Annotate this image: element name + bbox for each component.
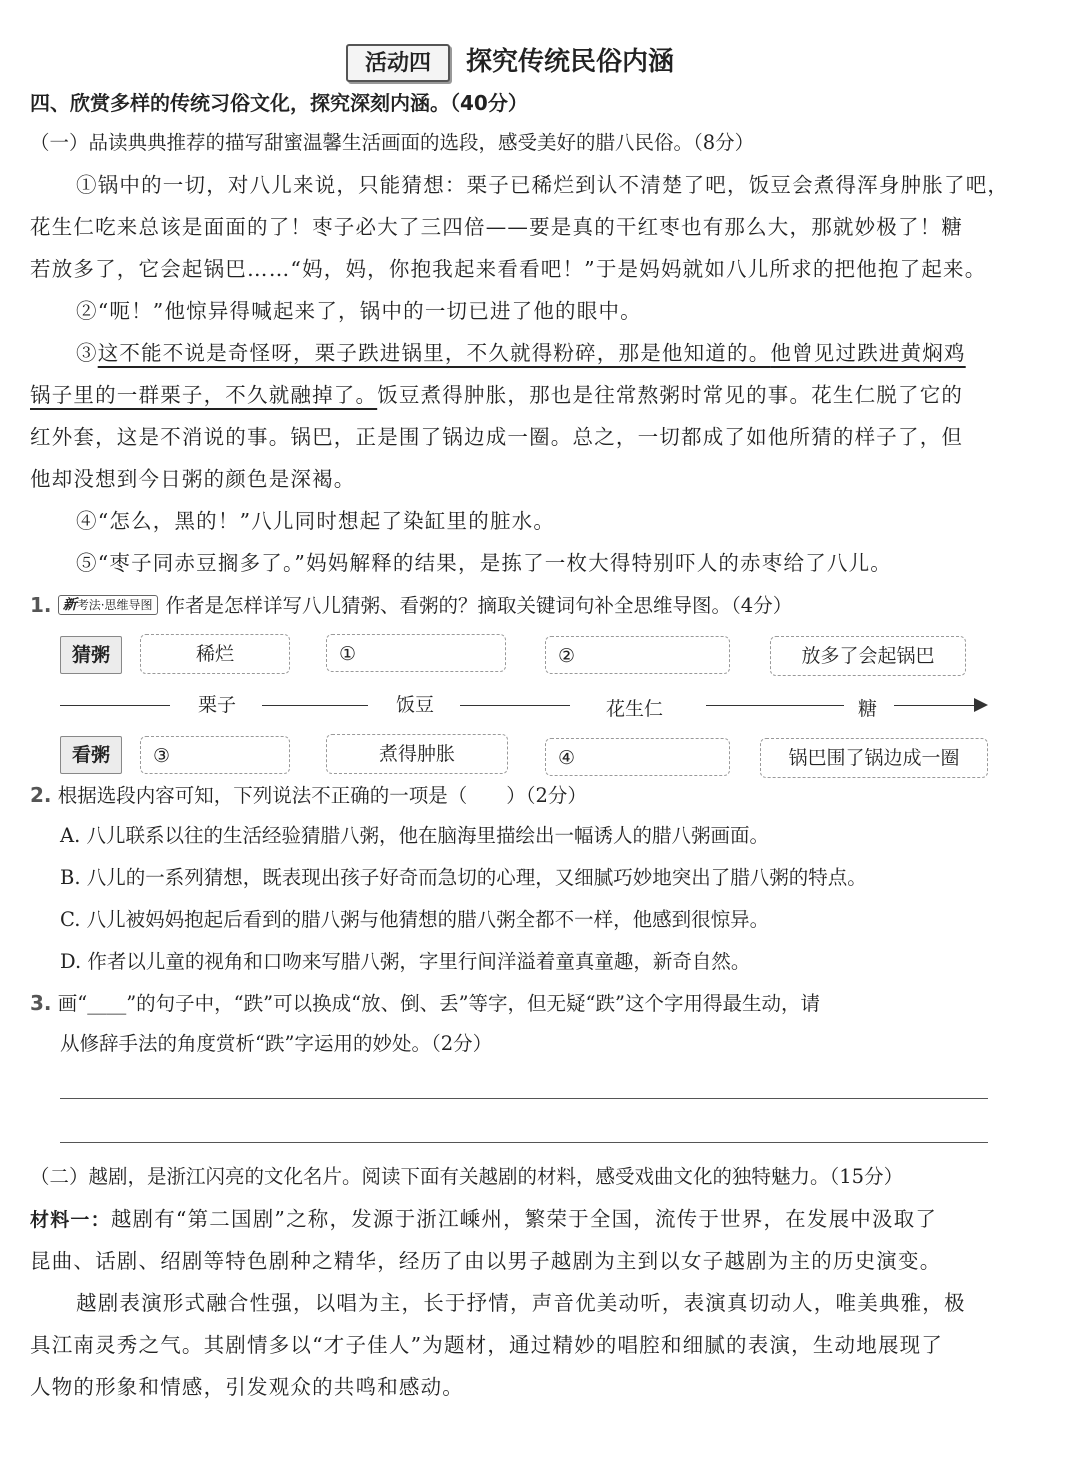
passage-p3-line3: 红外套，这是不消说的事。锅巴，正是围了锅边成一圈。总之，一切都成了如他所猜的样子了，但	[30, 425, 964, 449]
axis-segment	[60, 705, 170, 706]
passage-p2: ②“呃！”他惊异得喊起来了，锅中的一切已进了他的眼中。	[76, 299, 642, 323]
badge-text: 考法·思维导图	[76, 598, 153, 612]
option-d[interactable]: D. 作者以儿童的视角和口吻来写腊八粥，字里行间洋溢着童真童趣，新奇自然。	[60, 950, 751, 973]
material-1-text: 越剧有“第二国剧”之称，发源于浙江嵊州，繁荣于全国，流传于世界，在发展中汲取了	[110, 1207, 938, 1231]
passage-p3-line2-rest: 饭豆煮得肿胀，那也是往常熬粥时常见的事。花生仁脱了它的	[377, 383, 964, 407]
see-box-crust: 锅巴围了锅边成一圈	[760, 738, 988, 778]
passage-p4: ④“怎么，黑的！”八儿同时想起了染缸里的脏水。	[76, 509, 556, 533]
axis-segment	[894, 705, 976, 706]
see-box-beans: 煮得肿胀	[326, 734, 508, 774]
axis-label-peanut: 花生仁	[606, 698, 664, 720]
question-3-number: 3.	[30, 991, 52, 1015]
see-box-blank-3[interactable]: ③	[140, 736, 290, 774]
underlined-sentence-a: 这不能不说是奇怪呀，栗子跌进锅里，不久就得粉碎，那是他知道的。	[97, 341, 771, 365]
see-porridge-label: 看粥	[60, 736, 122, 774]
answer-line[interactable]	[60, 1098, 988, 1099]
question-3	[30, 988, 820, 1019]
part-two-heading: （二）越剧，是浙江闪亮的文化名片。阅读下面有关越剧的材料，感受戏曲文化的独特魅力。（15分）	[30, 1165, 904, 1188]
material-1-label: 材料一：	[30, 1209, 111, 1231]
question-2-text: 根据选段内容可知，下列说法不正确的一项是（ ）（2分）	[57, 784, 587, 807]
see-box-blank-4[interactable]: ④	[545, 738, 730, 776]
passage-p1-line1: ①锅中的一切，对八儿来说，只能猜想：栗子已稀烂到认不清楚了吧，饭豆会煮得浑身肿胀了吧，	[76, 173, 1010, 197]
option-a[interactable]: A. 八儿联系以往的生活经验猜腊八粥，他在脑海里描绘出一幅诱人的腊八粥画面。	[60, 824, 769, 847]
badge-new: 新	[62, 597, 77, 613]
passage-p3-line2	[30, 380, 963, 410]
guess-box-sugar: 放多了会起锅巴	[770, 636, 966, 676]
axis-segment	[460, 705, 570, 706]
section-heading: 四、欣赏多样的传统习俗文化，探究深刻内涵。（40分）	[30, 91, 528, 115]
axis-segment	[706, 705, 844, 706]
activity-title: 探究传统民俗内涵	[466, 47, 675, 77]
material-1-p2-line1: 越剧表演形式融合性强，以唱为主，长于抒情，声音优美动听，表演真切动人，唯美典雅，极	[76, 1291, 966, 1315]
passage-p3-line4: 他却没想到今日粥的颜色是深褐。	[30, 467, 356, 491]
option-c[interactable]: C. 八儿被妈妈抱起后看到的腊八粥与他猜想的腊八粥全都不一样，他感到很惊异。	[60, 908, 770, 931]
answer-line[interactable]	[60, 1142, 988, 1143]
axis-label-chestnut: 栗子	[198, 694, 237, 716]
question-2	[30, 780, 587, 811]
activity-header	[0, 38, 1080, 84]
material-1-p2-line3: 人物的形象和情感，引发观众的共鸣和感动。	[30, 1375, 464, 1399]
question-3-line1: 画“____”的句子中，“跌”可以换成“放、倒、丢”等字，但无疑“跌”这个字用得最生动，请	[57, 992, 820, 1015]
passage-p1-line3: 若放多了，它会起锅巴……“妈，妈，你抱我起来看看吧！”于是妈妈就如八儿所求的把他抱了起来。	[30, 257, 987, 281]
option-b[interactable]: B. 八儿的一系列猜想，既表现出孩子好奇而急切的心理，又细腻巧妙地突出了腊八粥的特点。	[60, 866, 867, 889]
axis-label-beans: 饭豆	[396, 694, 435, 716]
guess-box-chestnut: 稀烂	[140, 634, 290, 674]
question-3-line2: 从修辞手法的角度赏析“跌”字运用的妙处。（2分）	[60, 1032, 493, 1055]
axis-segment	[262, 705, 368, 706]
material-1-line2: 昆曲、话剧、绍剧等特色剧种之精华，经历了由以男子越剧为主到以女子越剧为主的历史演变。	[30, 1249, 942, 1273]
material-1-line1	[30, 1204, 937, 1235]
axis-arrow-icon	[974, 698, 988, 712]
passage-p1-line2: 花生仁吃来总该是面面的了！枣子必大了三四倍——要是真的干红枣也有那么大，那就妙极了！糖	[30, 215, 964, 239]
question-2-number: 2.	[30, 783, 52, 807]
axis-label-sugar: 糖	[858, 698, 878, 720]
part-one-heading: （一）品读典典推荐的描写甜蜜温馨生活画面的选段，感受美好的腊八民俗。（8分）	[30, 131, 755, 154]
guess-porridge-label: 猜粥	[60, 636, 122, 674]
question-1-text: 作者是怎样详写八儿猜粥、看粥的？摘取关键词句补全思维导图。（4分）	[165, 594, 793, 617]
guess-box-blank-2[interactable]: ②	[545, 636, 730, 674]
passage-p3-line1	[76, 338, 966, 368]
question-1	[30, 590, 792, 621]
question-1-number: 1.	[30, 593, 52, 617]
passage-p3-number: ③	[76, 341, 98, 365]
guess-box-blank-1[interactable]: ①	[326, 634, 506, 672]
passage-p5: ⑤“枣子同赤豆搁多了。”妈妈解释的结果，是拣了一枚大得特别吓人的赤枣给了八儿。	[76, 551, 893, 575]
material-1-p2-line2: 具江南灵秀之气。其剧情多以“才子佳人”为题材，通过精妙的唱腔和细腻的表演，生动地展现了	[30, 1333, 944, 1357]
activity-label: 活动四	[346, 44, 450, 82]
underlined-sentence-b-end: 锅子里的一群栗子，不久就融掉了。	[30, 383, 378, 407]
underlined-sentence-b: 他曾见过跌进黄焖鸡	[770, 341, 966, 365]
method-badge	[58, 595, 158, 615]
